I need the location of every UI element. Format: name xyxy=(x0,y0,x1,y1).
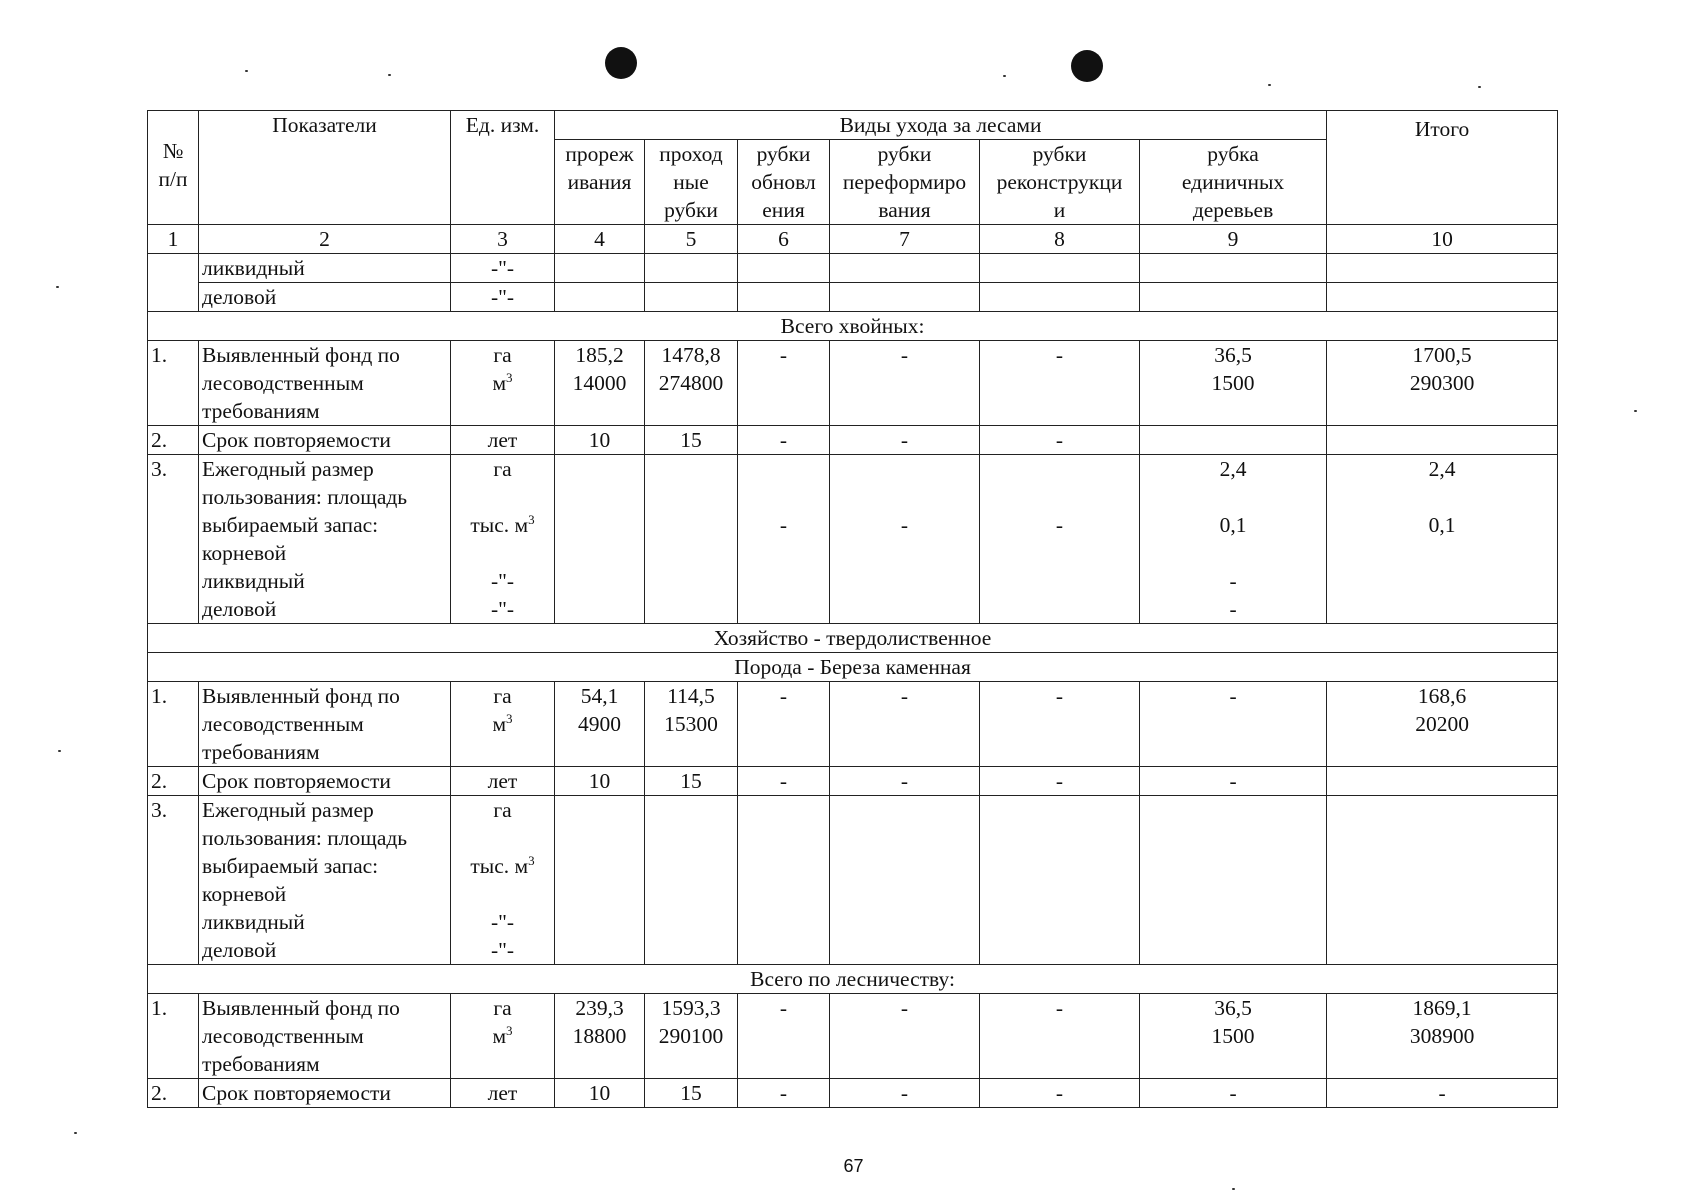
row-unit: га тыс. $м^3$ -"- -"- xyxy=(451,796,555,965)
cell-total: 1869,1 308900 xyxy=(1327,994,1558,1079)
column-number-row xyxy=(148,225,1558,254)
row-num: 1. xyxy=(148,994,199,1079)
section-title: Всего хвойных: xyxy=(148,312,1558,341)
col-number: 7 xyxy=(830,225,980,254)
forest-care-table xyxy=(147,110,1558,1108)
cell-value: - xyxy=(1140,682,1327,767)
row-num: 2. xyxy=(148,767,199,796)
scan-speck xyxy=(1232,1188,1235,1190)
row-label: Ежегодный размер пользования: площадь выбираемый запас: корневой ликвидный деловой xyxy=(199,455,451,624)
section-title: Хозяйство - твердолиственное xyxy=(148,624,1558,653)
section-title-row xyxy=(148,312,1558,341)
header-type-single-tree-cut: рубка единичных деревьев xyxy=(1140,140,1327,225)
carry-label: ликвидный xyxy=(199,254,451,283)
col-number: 6 xyxy=(738,225,830,254)
row-num: 2. xyxy=(148,426,199,455)
cell-value: - xyxy=(980,767,1140,796)
cell-value: - xyxy=(830,341,980,426)
section-subtitle: Порода - Береза каменная xyxy=(148,653,1558,682)
header-num-cell: № п/п xyxy=(148,111,199,225)
cell-value: 1593,3 290100 xyxy=(645,994,738,1079)
page-number: 67 xyxy=(843,1156,864,1176)
row-label: Срок повторяемости xyxy=(199,767,451,796)
header-row xyxy=(148,111,1558,140)
row-label: Выявленный фонд по лесоводственным требованиям xyxy=(199,341,451,426)
cell-value: - xyxy=(738,426,830,455)
header-type-passing-cuts: проход ные рубки xyxy=(645,140,738,225)
table-row xyxy=(148,1079,1558,1108)
scan-speck xyxy=(245,70,248,72)
table-row xyxy=(148,341,1558,426)
col-number: 9 xyxy=(1140,225,1327,254)
col-number: 4 xyxy=(555,225,645,254)
table-row xyxy=(148,426,1558,455)
table-row xyxy=(148,455,1558,624)
cell-value: - xyxy=(738,682,830,767)
cell-total: 1700,5 290300 xyxy=(1327,341,1558,426)
header-type-reformation-cuts: рубки переформиро вания xyxy=(830,140,980,225)
row-unit: лет xyxy=(451,767,555,796)
header-indicators-cell: Показатели xyxy=(199,111,451,225)
carry-row xyxy=(148,283,1558,312)
cell-value: - xyxy=(738,341,830,426)
cell-value: 2,4 0,1 - - xyxy=(1140,455,1327,624)
cell-value: 1478,8 274800 xyxy=(645,341,738,426)
header-type-reconstruction-cuts: рубки реконструкци и xyxy=(980,140,1140,225)
header-type-thinning: прореж ивания xyxy=(555,140,645,225)
cell-value: - xyxy=(980,1079,1140,1108)
cell-value: 36,5 1500 xyxy=(1140,994,1327,1079)
table-row xyxy=(148,994,1558,1079)
cell-value: - xyxy=(830,767,980,796)
cell-value: 54,1 4900 xyxy=(555,682,645,767)
table-row xyxy=(148,682,1558,767)
scan-speck xyxy=(58,750,61,752)
cell-value: - xyxy=(738,767,830,796)
row-label: Ежегодный размер пользования: площадь выбираемый запас: корневой ликвидный деловой xyxy=(199,796,451,965)
row-unit: га тыс. $м^3$ -"- -"- xyxy=(451,455,555,624)
scan-speck xyxy=(74,1132,77,1134)
section-title: Всего по лесничеству: xyxy=(148,965,1558,994)
row-num: 1. xyxy=(148,341,199,426)
row-unit: лет xyxy=(451,426,555,455)
col-number: 3 xyxy=(451,225,555,254)
section-title-row xyxy=(148,965,1558,994)
scan-speck xyxy=(56,286,59,288)
cell-value: 239,3 18800 xyxy=(555,994,645,1079)
header-unit-cell: Ед. изм. xyxy=(451,111,555,225)
cell-total: - xyxy=(1327,1079,1558,1108)
cell-value: - xyxy=(830,994,980,1079)
scan-speck xyxy=(1003,75,1006,77)
cell-total xyxy=(1327,767,1558,796)
header-type-renewal-cuts: рубки обновл ения xyxy=(738,140,830,225)
header-care-types-cell: Виды ухода за лесами xyxy=(555,111,1327,140)
row-unit: га $м^3$ xyxy=(451,341,555,426)
cell-value: - xyxy=(980,994,1140,1079)
col-number: 8 xyxy=(980,225,1140,254)
cell-value: - xyxy=(980,426,1140,455)
cell-value: 15 xyxy=(645,1079,738,1108)
table-row xyxy=(148,796,1558,965)
cell-value xyxy=(555,455,645,624)
cell-value: 15 xyxy=(645,767,738,796)
cell-value: - xyxy=(738,994,830,1079)
carry-label: деловой xyxy=(199,283,451,312)
punch-hole-left xyxy=(605,47,637,79)
cell-value: - xyxy=(980,341,1140,426)
cell-total: 168,6 20200 xyxy=(1327,682,1558,767)
cell-total: 2,4 0,1 xyxy=(1327,455,1558,624)
col-number: 5 xyxy=(645,225,738,254)
cell-value: - xyxy=(830,1079,980,1108)
row-label: Срок повторяемости xyxy=(199,1079,451,1108)
col-number: 2 xyxy=(199,225,451,254)
row-unit: га $м^3$ xyxy=(451,994,555,1079)
cell-value xyxy=(1140,426,1327,455)
cell-value: - xyxy=(980,455,1140,624)
scan-speck xyxy=(1268,84,1271,86)
row-num: 1. xyxy=(148,682,199,767)
punch-hole-right xyxy=(1071,50,1103,82)
table-row xyxy=(148,767,1558,796)
cell-value: 10 xyxy=(555,1079,645,1108)
cell-value: 15 xyxy=(645,426,738,455)
cell-value: 36,5 1500 xyxy=(1140,341,1327,426)
cell-value: - xyxy=(980,682,1140,767)
row-unit: лет xyxy=(451,1079,555,1108)
row-label: Выявленный фонд по лесоводственным требованиям xyxy=(199,994,451,1079)
cell-value: - xyxy=(830,455,980,624)
carry-unit: -"- xyxy=(451,254,555,283)
col-number: 1 xyxy=(148,225,199,254)
row-num: 2. xyxy=(148,1079,199,1108)
cell-value: - xyxy=(738,455,830,624)
scan-speck xyxy=(1634,410,1637,412)
cell-value: - xyxy=(830,682,980,767)
section-title-row xyxy=(148,624,1558,653)
cell-value: - xyxy=(830,426,980,455)
scan-speck xyxy=(1478,86,1481,88)
cell-value: 10 xyxy=(555,426,645,455)
row-unit: га $м^3$ xyxy=(451,682,555,767)
row-num: 3. xyxy=(148,455,199,624)
scan-speck xyxy=(388,74,391,76)
carry-num-cell xyxy=(148,254,199,312)
row-num: 3. xyxy=(148,796,199,965)
header-total-cell: Итого xyxy=(1327,111,1558,225)
cell-value: 10 xyxy=(555,767,645,796)
carry-unit: -"- xyxy=(451,283,555,312)
col-number: 10 xyxy=(1327,225,1558,254)
cell-total xyxy=(1327,426,1558,455)
cell-value: - xyxy=(738,1079,830,1108)
section-subtitle-row xyxy=(148,653,1558,682)
cell-value: 114,5 15300 xyxy=(645,682,738,767)
cell-value: - xyxy=(1140,767,1327,796)
cell-value: - xyxy=(1140,1079,1327,1108)
carry-row xyxy=(148,254,1558,283)
row-label: Срок повторяемости xyxy=(199,426,451,455)
cell-value xyxy=(645,455,738,624)
cell-value: 185,2 14000 xyxy=(555,341,645,426)
row-label: Выявленный фонд по лесоводственным требованиям xyxy=(199,682,451,767)
